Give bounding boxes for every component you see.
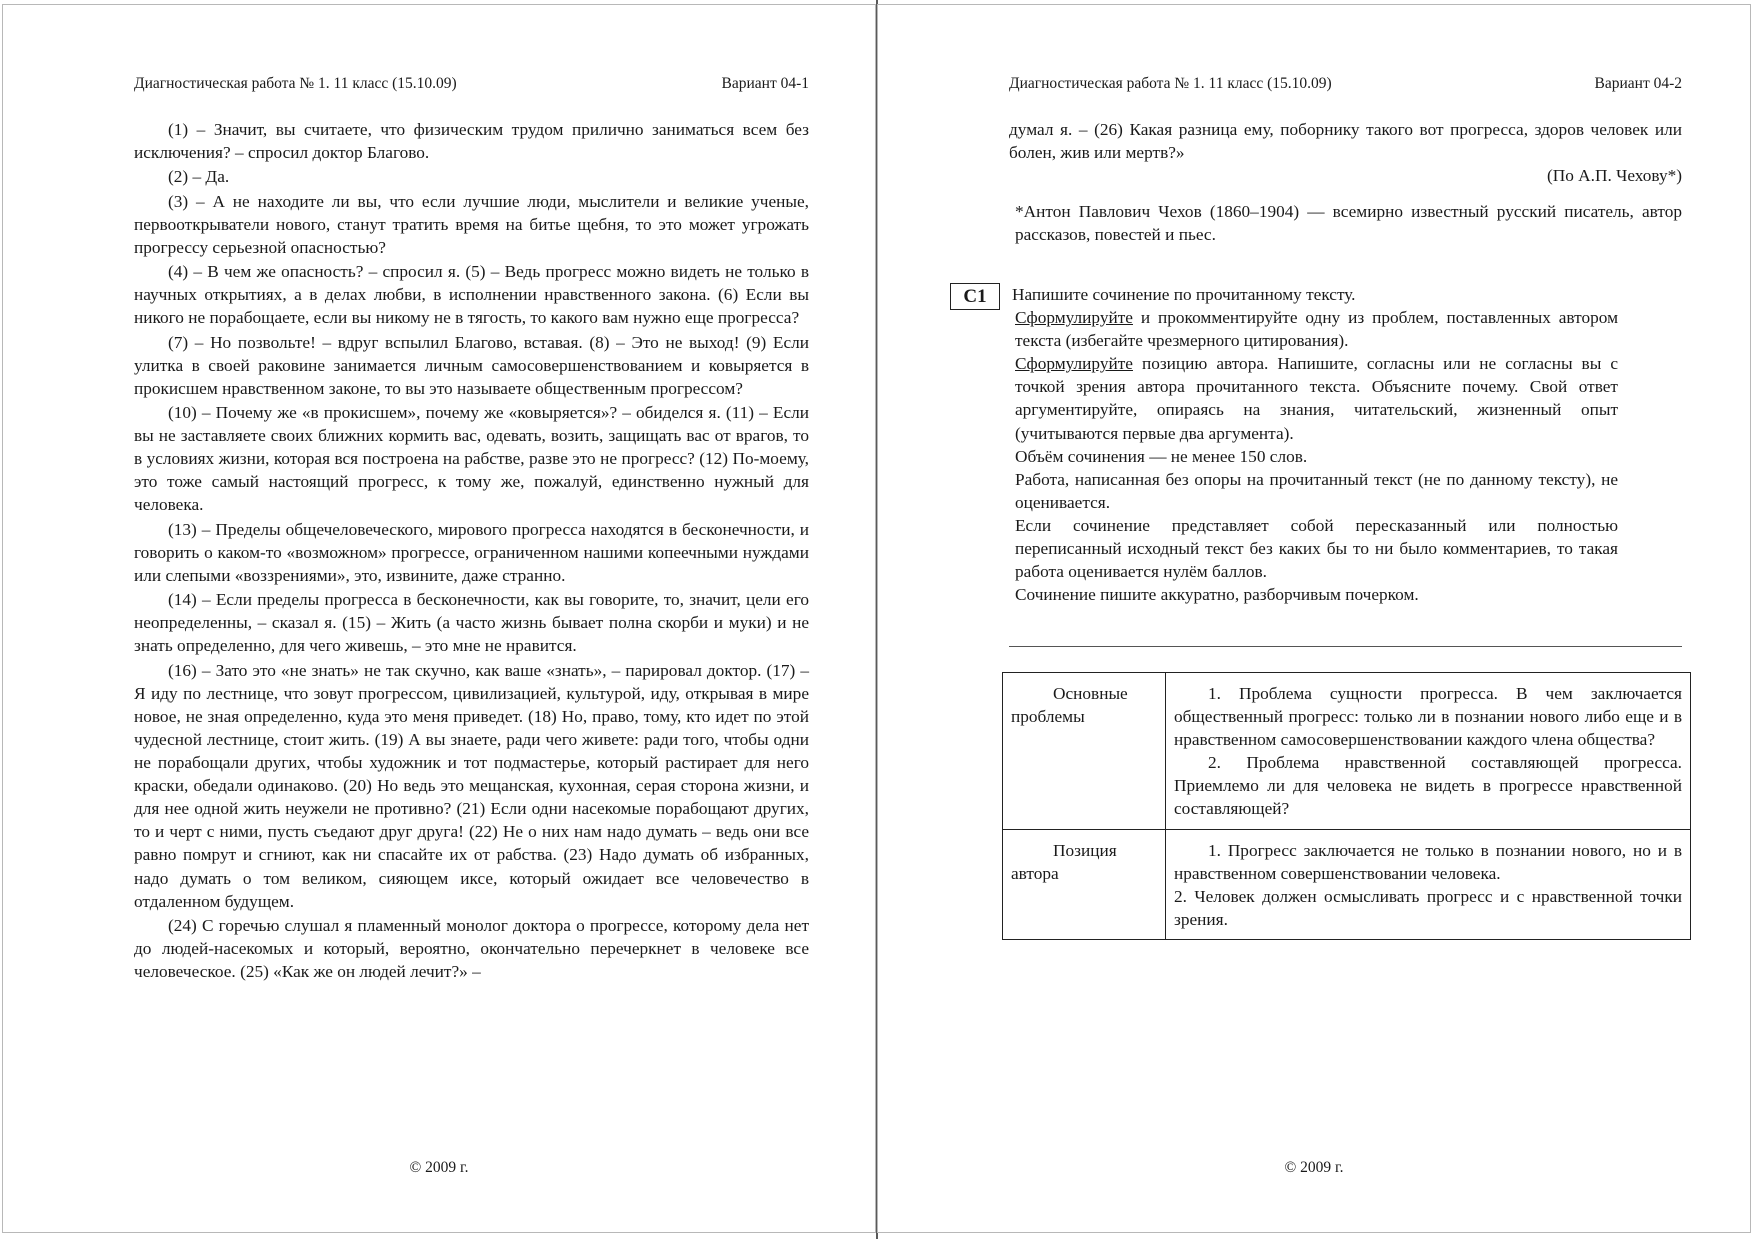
paragraph: (1) – Значит, вы считаете, что физическим трудом прилично заниматься всем без исключения? – спросил доктор Благово. bbox=[134, 120, 809, 163]
label-line: Основные bbox=[1053, 684, 1128, 703]
task-line: Работа, написанная без опоры на прочитанный текст (не по данному тексту), не оценивается. bbox=[1015, 469, 1618, 512]
table-row-value bbox=[1166, 829, 1691, 939]
header-title: Диагностическая работа № 1. 11 класс (15.10.09) bbox=[1009, 75, 1332, 92]
story-ending bbox=[1009, 118, 1682, 246]
paragraph: (24) С горечью слушал я пламенный монолог доктора о прогрессе, которому дела нет до людей-насекомых и который, вероятно, окончательно перечеркнет в человеке все человеческое. (25) «Как же он людей лечит?» – bbox=[134, 915, 809, 982]
paragraph: (3) – А не находите ли вы, что если лучшие люди, мыслители и великие ученые, первооткрыватели нового, станут тратить время на битье щебня, то это может угрожать прогрессу серьезной опасностью? bbox=[134, 191, 809, 257]
paragraph: (10) – Почему же «в прокисшем», почему же «ковыряется»? – обиделся я. (11) – Если вы не заставляете своих ближних кормить вас, одевать, возить, защищать вас от врагов, то в условиях жизни, которая вся построена на рабстве, разве это не прогресс? (12) По-моему, это тоже самый настоящий прогресс, к тому же, пожалуй, единственно нужный для человека. bbox=[134, 403, 809, 515]
table-row-value bbox=[1166, 673, 1691, 830]
task-instructions bbox=[1012, 283, 1618, 606]
author-footnote: *Антон Павлович Чехов (1860–1904) — всемирно известный русский писатель, автор рассказов, повестей и пьес. bbox=[1015, 202, 1682, 245]
header-variant: Вариант 04-1 bbox=[721, 75, 809, 92]
underlined-verb: Сформулируйте bbox=[1015, 308, 1133, 328]
paragraph: (7) – Но позвольте! – вдруг вспылил Благово, вставая. (8) – Это не выход! (9) Если улитка в своей раковине занимается личным самосовершенствованием и ковыряется в прокисшем нравственном законе, то вы это называете общественным прогрессом? bbox=[134, 332, 809, 398]
task-line: Напишите сочинение по прочитанному тексту. bbox=[1012, 285, 1356, 304]
table-row-label bbox=[1003, 673, 1166, 830]
right-page-footer: © 2009 г. bbox=[1284, 1159, 1344, 1176]
value-paragraph: 2. Проблема нравственной составляющей прогресса. Приемлемо ли для человека не видеть в прогрессе нравственной составляющей? bbox=[1174, 753, 1682, 819]
task-line: Объём сочинения — не менее 150 слов. bbox=[1015, 446, 1308, 466]
horizontal-divider bbox=[1009, 646, 1682, 647]
task-line bbox=[1015, 352, 1618, 444]
label-line: Позиция bbox=[1053, 840, 1117, 860]
continuation-text: думал я. – (26) Какая разница ему, поборнику такого вот прогресса, здоров человек или болен, жив или мертв?» bbox=[1009, 120, 1682, 163]
task-line-text: позицию автора. Напишите, согласны или не согласны вы с точкой зрения автора прочитанного текста. Объясните почему. Свой ответ аргументируйте, опираясь на знания, читательский, жизненный опыт (учитываются первые два аргумента). bbox=[1015, 354, 1618, 443]
right-page bbox=[877, 4, 1751, 1233]
paragraph: (4) – В чем же опасность? – спросил я. (5) – Ведь прогресс можно видеть не только в научных открытиях, а в делах любви, в исполнении нравственного закона. (6) Если вы никого не порабощаете, если вы никому не в тягость, то какого вам нужно еще прогресса? bbox=[134, 262, 809, 328]
left-page-footer: © 2009 г. bbox=[409, 1159, 469, 1176]
value-paragraph: 1. Проблема сущности прогресса. В чем заключается общественный прогресс: только ли в познании нового либо еще и в нравственном самосовершенствовании каждого члена общества? bbox=[1174, 684, 1682, 750]
value-paragraph: 2. Человек должен осмысливать прогресс и с нравственной точки зрения. bbox=[1174, 886, 1682, 929]
paragraph: (13) – Пределы общечеловеческого, мирового прогресса находятся в бесконечности, и говорить о каком-то «возможном» прогрессе, ограниченном нашими копеечными нуждами или слепыми «воззрениями», это, извините, даже странно. bbox=[134, 519, 809, 585]
criteria-table bbox=[1002, 672, 1691, 940]
table-row-label bbox=[1003, 829, 1166, 939]
source-attribution: (По А.П. Чехову*) bbox=[1546, 166, 1682, 186]
header-variant: Вариант 04-2 bbox=[1594, 75, 1682, 92]
task-line-text: и прокомментируйте одну из проблем, поставленных автором текста (избегайте чрезмерного цитирования). bbox=[1015, 308, 1618, 351]
left-page bbox=[2, 4, 876, 1233]
task-label-box: С1 bbox=[950, 283, 1000, 310]
paragraph: (2) – Да. bbox=[168, 167, 230, 187]
task-line: Сочинение пишите аккуратно, разборчивым почерком. bbox=[1015, 585, 1419, 605]
right-page-header bbox=[1009, 74, 1682, 94]
task-line bbox=[1015, 306, 1618, 352]
underlined-verb: Сформулируйте bbox=[1015, 354, 1133, 374]
table-row bbox=[1003, 829, 1691, 939]
header-title: Диагностическая работа № 1. 11 класс (15.10.09) bbox=[134, 75, 457, 92]
paragraph: (14) – Если пределы прогресса в бесконечности, как вы говорите, то, значит, цели его неопределенны, – сказал я. (15) – Жить (а часто жизнь бывает полна скорби и муки) и не знать определенно, для чего живешь, – это мне не нравится. bbox=[134, 590, 809, 656]
story-text bbox=[134, 118, 809, 984]
label-line: проблемы bbox=[1011, 707, 1085, 727]
table-row bbox=[1003, 673, 1691, 830]
paragraph: (16) – Зато это «не знать» не так скучно, как ваше «знать», – парировал доктор. (17) – Я иду по лестнице, что зовут прогрессом, цивилизацией, культурой, иду, открывая в мире новое, не зная определенно, куда это меня приведет. (18) Но, право, тому, кто идет по этой чудесной лестнице, стоит жить. (19) А вы знаете, ради чего живете: ради того, чтобы одни не порабощали других, чтобы художник и тот подмастерье, который растирает для него краски, обедали одинаково. (20) Но ведь это мещанская, кухонная, серая сторона жизни, и для нее одной жить неужели не противно? (21) Если одни насекомые порабощают других, то и черт с ними, пусть съедают друг друга! (22) Не о них нам надо думать – ведь они все равно помрут и сгниют, как ни спасайте их от рабства. (23) Надо думать об избранных, надо думать о том великом, сияющем иксе, который ожидает все человечество в отдаленном будущем. bbox=[134, 660, 809, 911]
value-paragraph: 1. Прогресс заключается не только в познании нового, но и в нравственном совершенствовании человека. bbox=[1174, 840, 1682, 883]
left-page-header bbox=[134, 74, 809, 94]
task-line: Если сочинение представляет собой пересказанный или полностью переписанный исходный текст без каких бы то ни было комментариев, то такая работа оценивается нулём баллов. bbox=[1015, 515, 1618, 582]
label-line: автора bbox=[1011, 863, 1059, 883]
